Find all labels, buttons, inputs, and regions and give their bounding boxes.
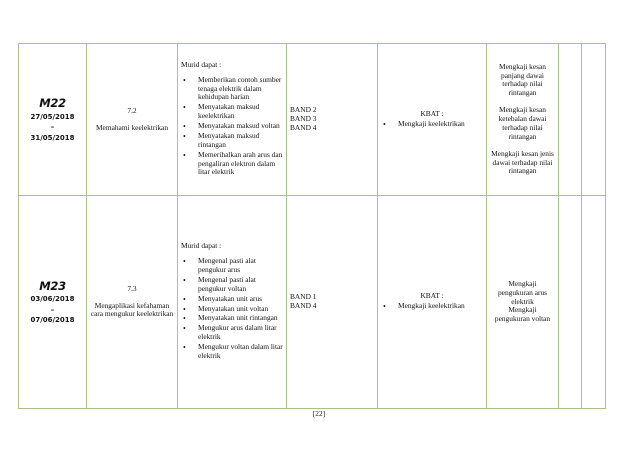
list-item: • Menyatakan unit rintangan bbox=[181, 314, 283, 323]
list-item: • Memberikan contoh sumber tenaga elektrik dalam kehidupan harian bbox=[181, 76, 283, 103]
activity-notes-cell bbox=[487, 44, 559, 196]
empty-cell bbox=[582, 44, 606, 196]
objectives-list bbox=[181, 76, 283, 178]
list-item: • Menyatakan maksud keelektrikan bbox=[181, 103, 283, 121]
week-cell bbox=[19, 196, 87, 409]
list-item: • Mengukur voltan dalam litar elektrik bbox=[181, 343, 283, 361]
content-standard-cell bbox=[87, 196, 178, 409]
date-start: 27/05/2018 bbox=[30, 112, 75, 121]
week-number: M23 bbox=[39, 278, 66, 293]
note-text: Mengkaji kesan panjang dawai terhadap nilai rintangan bbox=[499, 61, 546, 98]
list-item: • Menyatakan maksud rintangan bbox=[181, 132, 283, 150]
kbat-cell bbox=[378, 44, 487, 196]
objectives-cell bbox=[178, 196, 287, 409]
note-text: Mengkaji pengukuran arus elektrik bbox=[497, 278, 548, 306]
date-start: 03/06/2018 bbox=[30, 295, 75, 304]
band-label: BAND 4 bbox=[290, 122, 317, 132]
standard-text: Mengaplikasi kefahaman cara mengukur keelektrikan bbox=[90, 300, 174, 319]
objectives-list bbox=[181, 257, 283, 361]
empty-cell bbox=[559, 44, 582, 196]
kbat-list bbox=[381, 120, 483, 129]
table-row bbox=[19, 196, 606, 409]
standard-text: Memahami keelektrikan bbox=[95, 122, 169, 132]
band-label: BAND 1 bbox=[290, 292, 317, 302]
list-item: • Mengenal pasti alat pengukur arus bbox=[181, 257, 283, 275]
date-end: 31/05/2018 bbox=[30, 133, 75, 142]
kbat-title: KBAT : bbox=[420, 291, 444, 301]
kbat-list bbox=[381, 302, 483, 311]
list-item: • Mengukur arus dalam litar elektrik bbox=[181, 324, 283, 342]
date-end: 07/06/2018 bbox=[30, 316, 75, 325]
objectives-title: Murid dapat : bbox=[181, 241, 222, 251]
date-separator: – bbox=[50, 305, 55, 314]
standard-code: 7.2 bbox=[127, 105, 137, 115]
list-item: • Mengenal pasti alat pengukur voltan bbox=[181, 276, 283, 294]
lesson-plan-table bbox=[18, 43, 606, 409]
objectives-cell bbox=[178, 44, 287, 196]
table-row bbox=[19, 44, 606, 196]
list-item: • Mengkaji keelektrikan bbox=[381, 302, 483, 311]
note-text: Mengkaji pengukuran voltan bbox=[494, 305, 551, 324]
note-text: Mengkaji kesan jenis dawai terhadap nilai rintangan bbox=[491, 148, 554, 176]
standard-code: 7.3 bbox=[127, 283, 137, 293]
list-item: • Menyatakan unit voltan bbox=[181, 305, 283, 314]
activity-notes-cell bbox=[487, 196, 559, 409]
content-standard-cell bbox=[87, 44, 178, 196]
page-number: [22] bbox=[312, 409, 326, 418]
week-cell bbox=[19, 44, 87, 196]
band-label: BAND 3 bbox=[290, 114, 317, 124]
list-item: • Menyatakan maksud voltan bbox=[181, 122, 283, 131]
week-number: M22 bbox=[39, 96, 66, 111]
list-item: • Memerihalkan arah arus dan pengaliran elektron dalam litar elektrik bbox=[181, 151, 283, 178]
band-cell bbox=[287, 44, 378, 196]
note-text: Mengkaji kesan ketebalan dawai terhadap nilai rintangan bbox=[498, 105, 547, 141]
objectives-title: Murid dapat : bbox=[181, 59, 222, 69]
date-separator: – bbox=[50, 123, 55, 132]
band-label: BAND 4 bbox=[290, 301, 317, 310]
kbat-title: KBAT : bbox=[420, 108, 444, 118]
band-cell bbox=[287, 196, 378, 409]
band-label: BAND 2 bbox=[290, 105, 317, 115]
list-item: • Menyatakan unit arus bbox=[181, 295, 283, 304]
kbat-cell bbox=[378, 196, 487, 409]
empty-cell bbox=[559, 196, 582, 409]
list-item: • Mengkaji keelektrikan bbox=[381, 120, 483, 129]
empty-cell bbox=[582, 196, 606, 409]
